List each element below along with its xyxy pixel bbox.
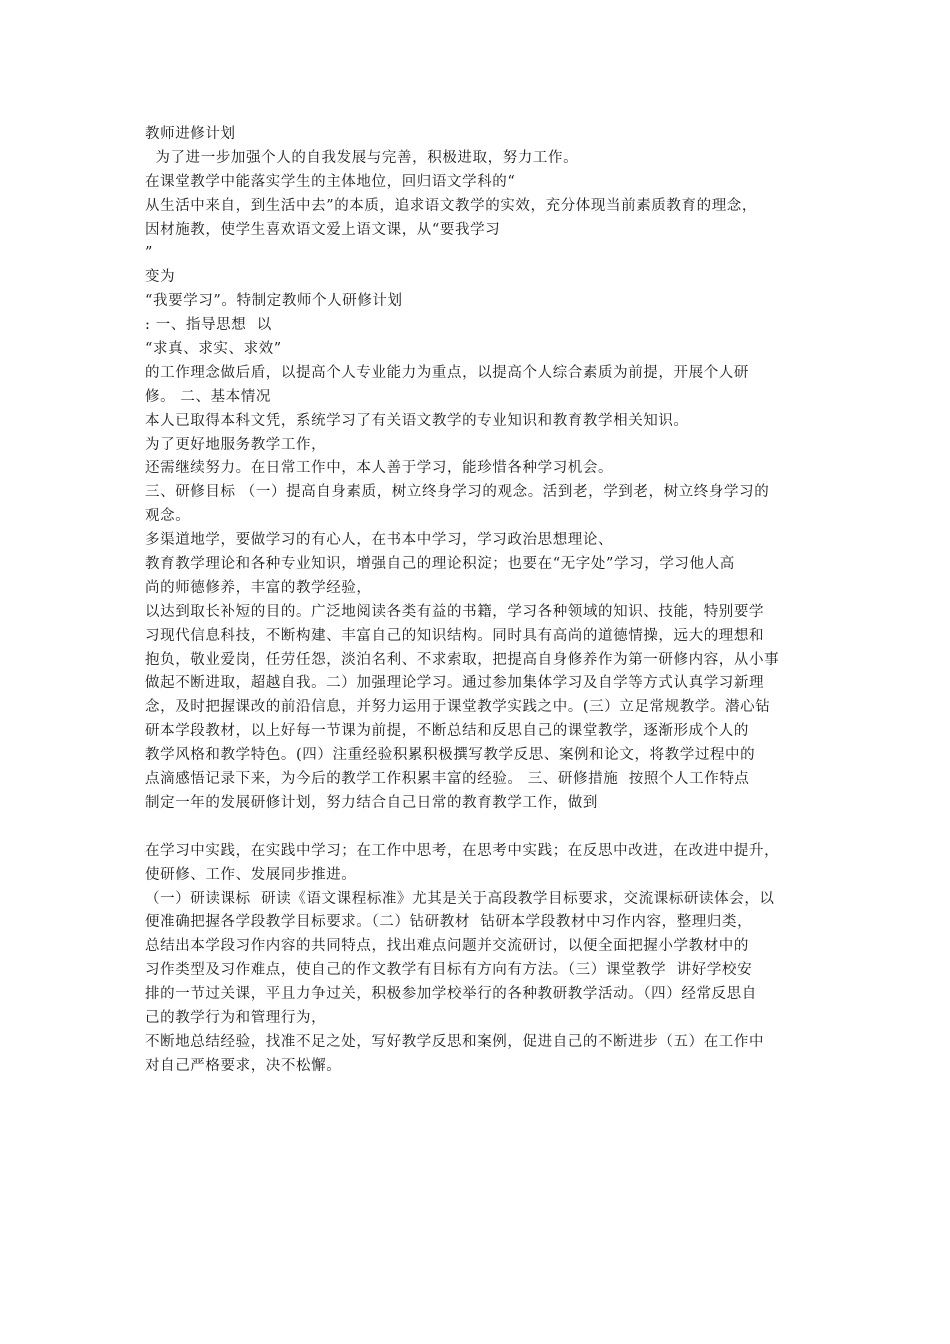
document-body: [145, 123, 809, 1079]
text-line: 制定一年的发展研修计划，努力结合自己日常的教育教学工作，做到: [145, 794, 598, 811]
text-line: 为了进一步加强个人的自我发展与完善，积极进取，努力工作。: [145, 149, 579, 166]
text-line: 排的一节过关课，平且力争过关，积极参加学校举行的各种教研教学活动。（四）经常反思自: [145, 986, 757, 1003]
text-line: 抱负，敬业爱岗，任劳任怨，淡泊名利、不求索取，把提高自身修养作为第一研修内容，从小事: [145, 651, 780, 668]
text-line: 三、研修目标 （一）提高自身素质，树立终身学习的观念。活到老，学到老，树立终身学习的: [145, 484, 770, 501]
text-line: 教学风格和教学特色。(四）注重经验积累积极撰写教学反思、案例和论文，将教学过程中的: [145, 747, 756, 764]
text-line: 做起不断进取，超越自我。二）加强理论学习。通过参加集体学习及自学等方式认真学习新理: [145, 675, 765, 692]
text-line: 使研修、工作、发展同步推进。: [145, 866, 357, 883]
text-line: 本人已取得本科文凭，系统学习了有关语文教学的专业知识和教育教学相关知识。: [145, 412, 689, 429]
text-line: （一）研读课标 研读《语文课程标准》尤其是关于高段教学目标要求，交流课标研读体会，以: [145, 890, 775, 907]
text-line: 己的教学行为和管理行为，: [145, 1009, 327, 1026]
text-line: 研本学段教材，以上好每一节课为前提，不断总结和反思自己的课堂教学，逐渐形成个人的: [145, 723, 749, 740]
text-line: 在学习中实践，在实践中学习；在工作中思考，在思考中实践；在反思中改进，在改进中提升，: [145, 842, 780, 859]
text-line: 对自己严格要求，决不松懈。: [145, 1057, 342, 1074]
text-line: 在课堂教学中能落实学生的主体地位，回归语文学科的“: [145, 173, 516, 190]
text-line: 习作类型及习作难点，使自己的作文教学有目标有方向有方法。（三）课堂教学 讲好学校安: [145, 962, 753, 979]
text-line: 多渠道地学，要做学习的有心人，在书本中学习，学习政治思想理论、: [145, 532, 614, 549]
text-line: 点滴感悟记录下来，为今后的教学工作积累丰富的经验。 三、研修措施 按照个人工作特点: [145, 771, 750, 788]
text-line: 念，及时把握课改的前沿信息，并努力运用于课堂教学实践之中。(三）立足常规教学。潜心钻: [145, 699, 771, 716]
text-line: “求真、求实、求效”: [145, 341, 282, 358]
text-line: 总结出本学段习作内容的共同特点，找出难点问题并交流研讨，以便全面把握小学教材中的: [145, 938, 749, 955]
text-line: 为了更好地服务教学工作，: [145, 436, 327, 453]
text-line: 以达到取长补短的目的。广泛地阅读各类有益的书籍，学习各种领域的知识、技能，特别要学: [145, 603, 765, 620]
text-line: 教育教学理论和各种专业知识，增强自己的理论积淀；也要在“无字处”学习，学习他人高: [145, 556, 735, 573]
text-line: ”: [145, 245, 154, 262]
text-line: 观念。: [145, 508, 191, 525]
document-title: 教师进修计划: [145, 126, 236, 142]
text-line: 修。 二、基本情况: [145, 388, 272, 405]
text-line: 从生活中来自，到生活中去”的本质，追求语文教学的实效，充分体现当前素质教育的理念，: [145, 197, 758, 214]
text-line: 不断地总结经验，找准不足之处，写好教学反思和案例，促进自己的不断进步（五）在工作中: [145, 1033, 765, 1050]
text-line: 还需继续努力。在日常工作中，本人善于学习，能珍惜各种学习机会。: [145, 460, 614, 477]
text-line: “我要学习”。特制定教师个人研修计划: [145, 293, 403, 310]
text-line: 因材施教，使学生喜欢语文爱上语文课，从“要我学习: [145, 221, 501, 238]
blank-line: [145, 816, 809, 840]
text-line: 习现代信息科技，不断构建、丰富自己的知识结构。同时具有高尚的道德情操，远大的理想和: [145, 627, 765, 644]
text-line: : 一、指导思想 以: [145, 317, 272, 334]
text-line: 尚的师德修养，丰富的教学经验，: [145, 579, 372, 596]
text-line: 便准确把握各学段教学目标要求。（二）钻研教材 钻研本学段教材中习作内容，整理归类，: [145, 914, 753, 931]
text-line: 变为: [145, 269, 176, 286]
text-line: 的工作理念做后盾，以提高个人专业能力为重点，以提高个人综合素质为前提，开展个人研: [145, 364, 749, 381]
